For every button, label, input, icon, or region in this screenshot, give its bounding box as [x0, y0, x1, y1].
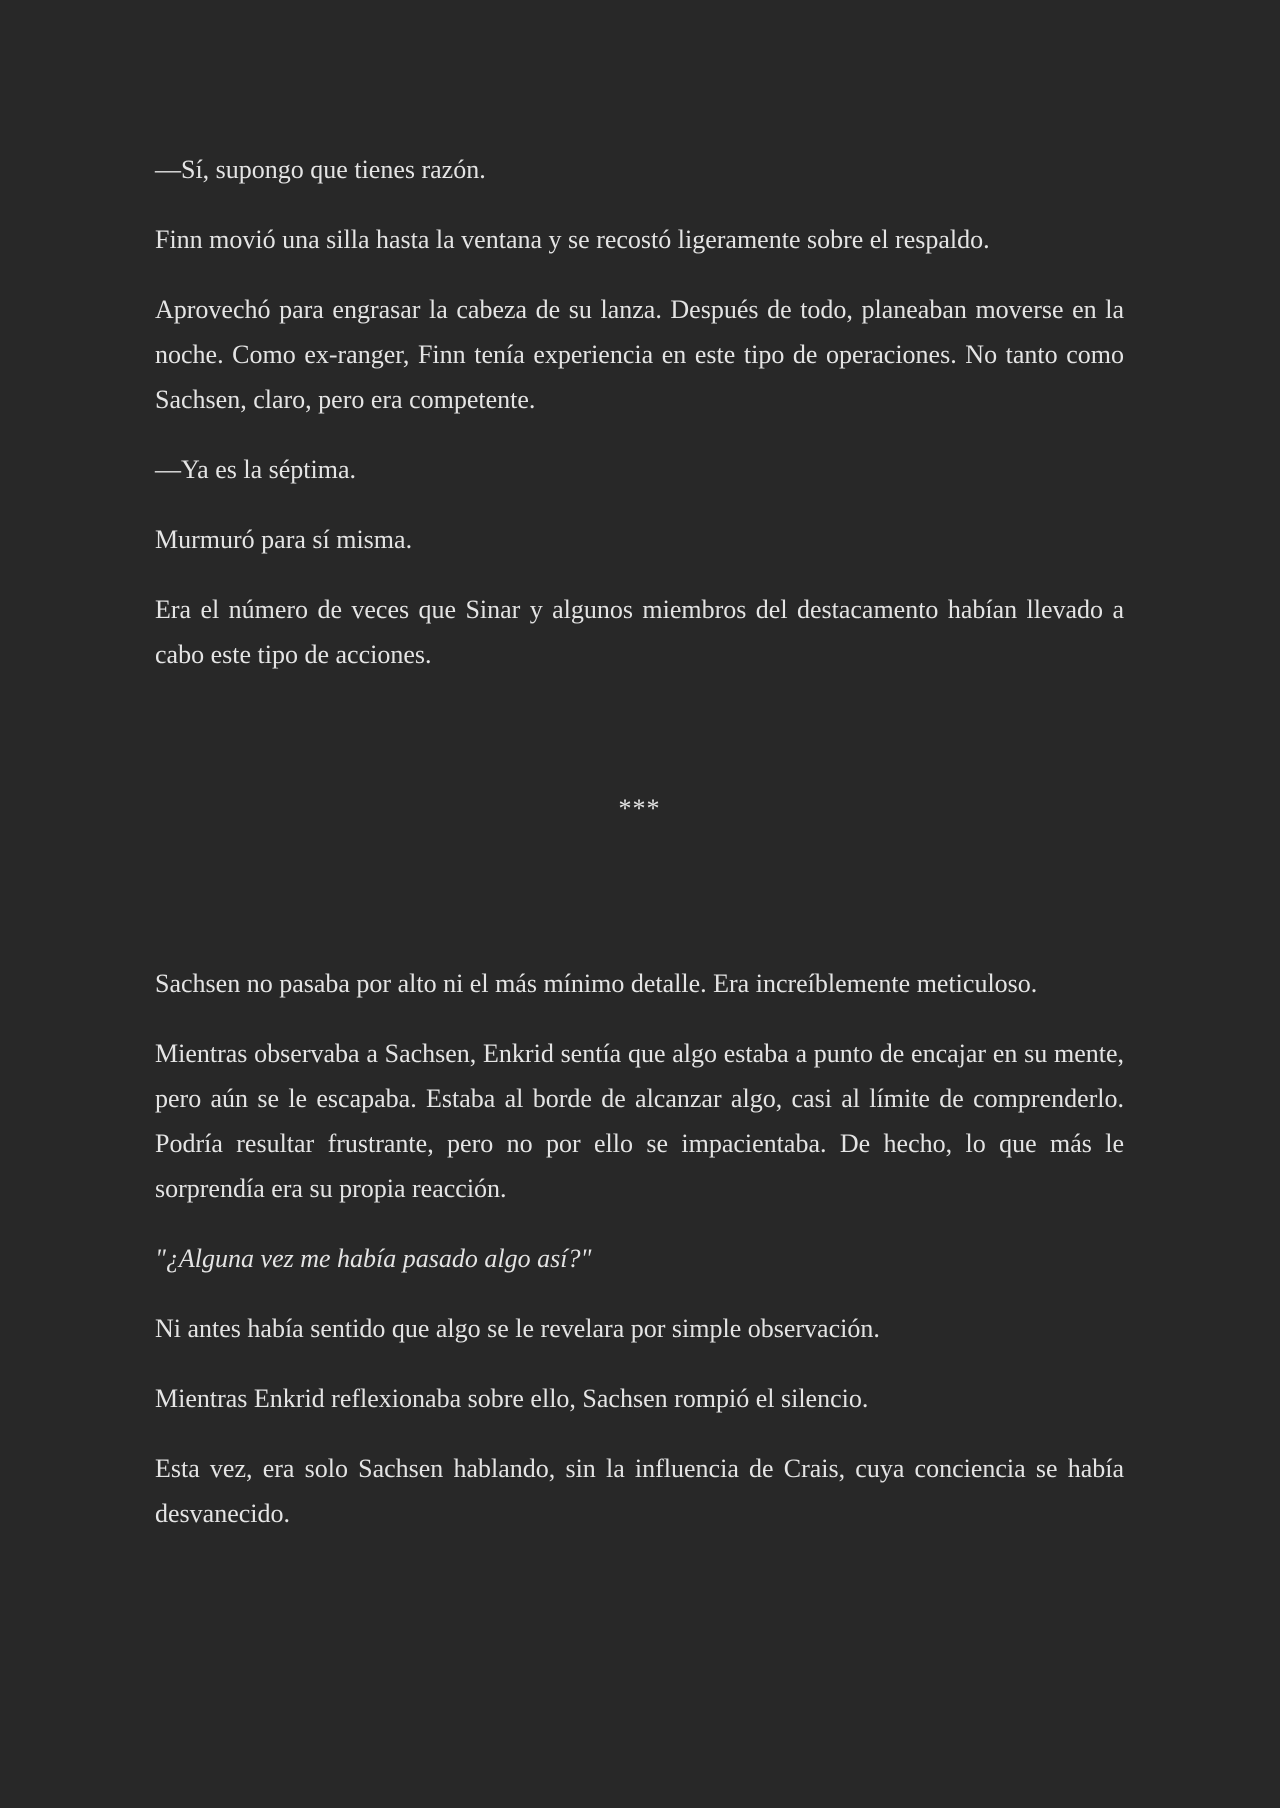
paragraph: —Ya es la séptima.: [155, 455, 357, 484]
paragraph: Era el número de veces que Sinar y algunos miembros del destacamento habían llevado a cabo este tipo de acciones.: [155, 595, 1124, 669]
reader-page: [155, 147, 1124, 1561]
section-gap: [155, 677, 1124, 786]
paragraph: Mientras observaba a Sachsen, Enkrid sentía que algo estaba a punto de encajar en su mente, pero aún se le escapaba. Estaba al borde de alcanzar algo, casi al límite de comprenderlo. Podría resultar frustrante, pero no por ello se impacientaba. De hecho, lo que más le sorprendía era su propia reacción.: [155, 1039, 1124, 1203]
paragraph: Sachsen no pasaba por alto ni el más mínimo detalle. Era increíblemente meticuloso.: [155, 969, 1038, 998]
paragraph: Finn movió una silla hasta la ventana y se recostó ligeramente sobre el respaldo.: [155, 225, 990, 254]
paragraph: Murmuró para sí misma.: [155, 525, 413, 554]
section-gap: [155, 831, 1124, 961]
paragraph: —Sí, supongo que tienes razón.: [155, 155, 486, 184]
paragraph: Ni antes había sentido que algo se le revelara por simple observación.: [155, 1314, 880, 1343]
paragraph: Aprovechó para engrasar la cabeza de su lanza. Después de todo, planeaban moverse en la noche. Como ex-ranger, Finn tenía experiencia en este tipo de operaciones. No tanto como Sachsen, claro, pero era competente.: [155, 295, 1124, 414]
paragraph: Esta vez, era solo Sachsen hablando, sin la influencia de Crais, cuya conciencia se había desvanecido.: [155, 1454, 1124, 1528]
scene-separator: ***: [618, 794, 661, 823]
italic-thought: "¿Alguna vez me había pasado algo así?": [155, 1244, 592, 1273]
paragraph: Mientras Enkrid reflexionaba sobre ello, Sachsen rompió el silencio.: [155, 1384, 869, 1413]
